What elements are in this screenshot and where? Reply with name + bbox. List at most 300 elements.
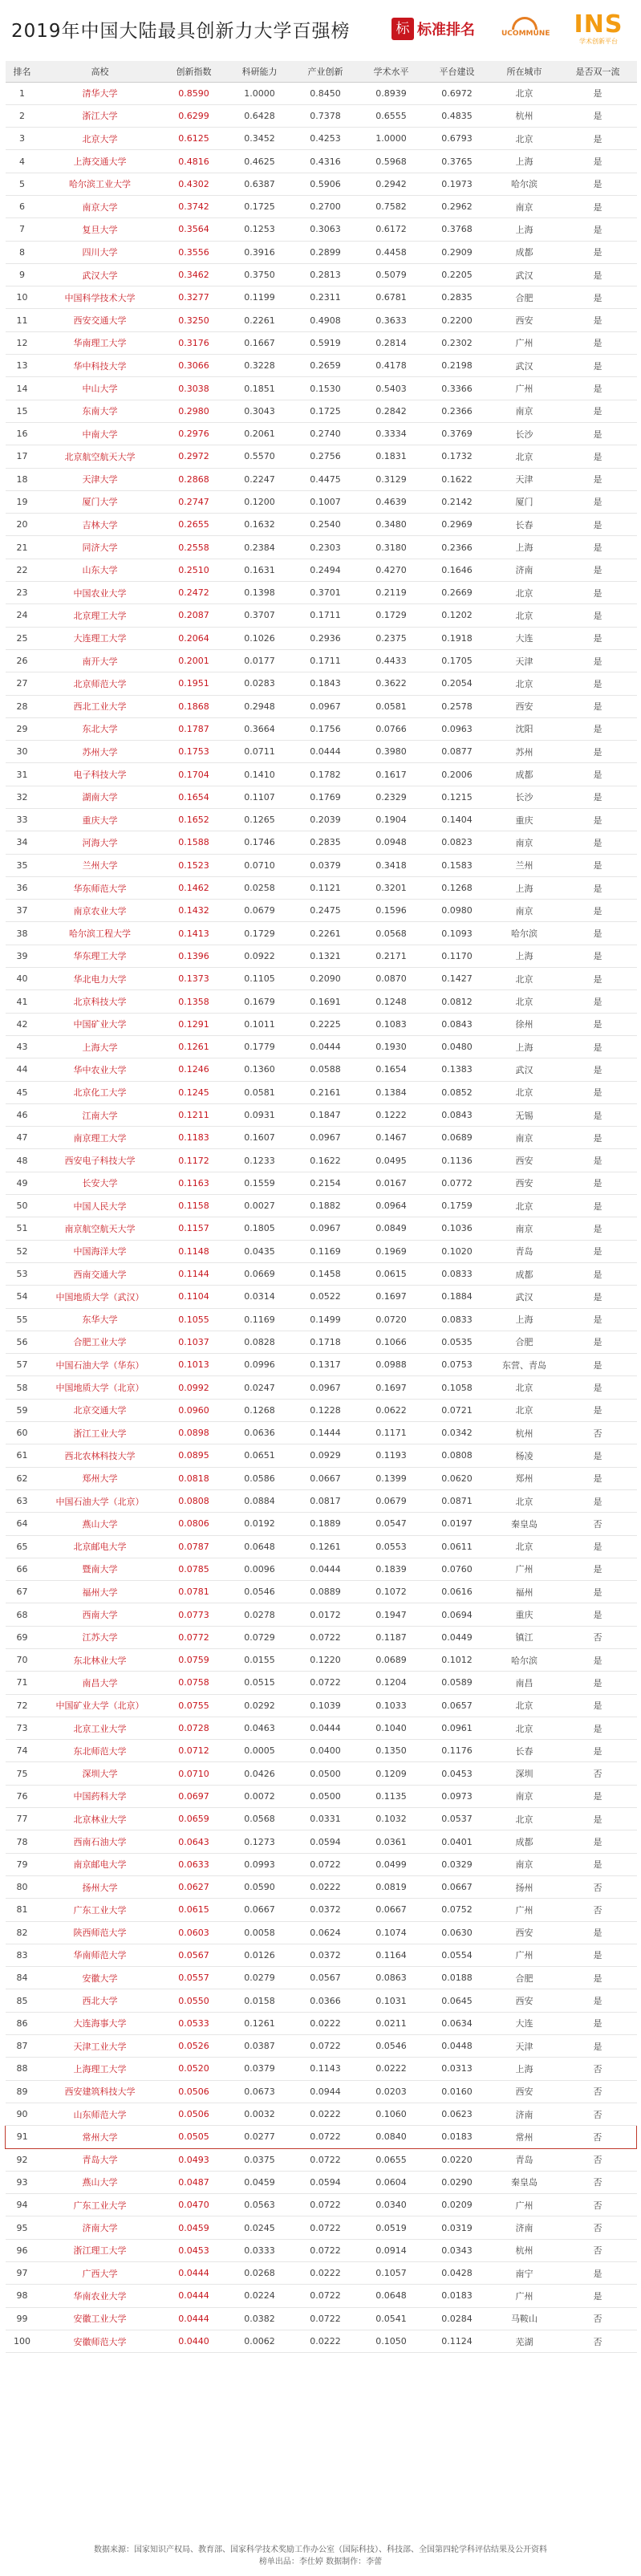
cell-city: 徐州 xyxy=(490,1013,559,1035)
cell-academic: 0.0568 xyxy=(359,922,424,945)
cell-industry: 0.1711 xyxy=(293,604,359,627)
cell-name: 燕山大学 xyxy=(39,1513,161,1535)
cell-name: 济南大学 xyxy=(39,2216,161,2239)
cell-double-first: 是 xyxy=(559,1354,637,1376)
cell-rank: 89 xyxy=(6,2080,39,2103)
cell-research: 0.6428 xyxy=(227,104,293,127)
column-header-research: 科研能力 xyxy=(227,61,293,82)
cell-rank: 8 xyxy=(6,241,39,263)
cell-city: 成都 xyxy=(490,241,559,263)
cell-platform: 0.0480 xyxy=(424,1035,490,1058)
cell-double-first: 是 xyxy=(559,717,637,740)
cell-research: 0.1632 xyxy=(227,514,293,536)
cell-platform: 0.2962 xyxy=(424,195,490,217)
cell-double-first: 是 xyxy=(559,672,637,695)
cell-academic: 0.0655 xyxy=(359,2148,424,2171)
table-row xyxy=(6,968,637,990)
cell-rank: 4 xyxy=(6,150,39,173)
cell-academic: 0.0988 xyxy=(359,1354,424,1376)
cell-rank: 22 xyxy=(6,559,39,581)
cell-index: 0.0440 xyxy=(161,2330,227,2352)
cell-industry: 0.1499 xyxy=(293,1308,359,1331)
cell-double-first: 是 xyxy=(559,945,637,967)
cell-index: 0.3038 xyxy=(161,377,227,400)
cell-name: 东南大学 xyxy=(39,400,161,422)
cell-double-first: 是 xyxy=(559,1013,637,1035)
table-header xyxy=(6,61,637,82)
cell-name: 中国矿业大学（北京） xyxy=(39,1694,161,1717)
cell-platform: 0.0973 xyxy=(424,1785,490,1807)
table-row xyxy=(6,945,637,967)
cell-research: 0.0590 xyxy=(227,1875,293,1898)
cell-rank: 93 xyxy=(6,2171,39,2193)
cell-double-first: 是 xyxy=(559,400,637,422)
table-row xyxy=(6,1467,637,1489)
cell-industry: 0.2039 xyxy=(293,809,359,831)
cell-double-first: 是 xyxy=(559,355,637,377)
cell-name: 南京农业大学 xyxy=(39,900,161,922)
cell-rank: 26 xyxy=(6,649,39,672)
cell-index: 0.6299 xyxy=(161,104,227,127)
cell-research: 0.1169 xyxy=(227,1308,293,1331)
cell-research: 0.0032 xyxy=(227,2103,293,2125)
cell-industry: 0.0372 xyxy=(293,1944,359,1966)
cell-platform: 0.0448 xyxy=(424,2035,490,2058)
cell-double-first: 是 xyxy=(559,1035,637,1058)
cell-research: 0.0258 xyxy=(227,876,293,899)
cell-platform: 0.2302 xyxy=(424,331,490,354)
cell-city: 南京 xyxy=(490,1785,559,1807)
cell-name: 常州大学 xyxy=(39,2126,161,2148)
cell-industry: 0.1756 xyxy=(293,717,359,740)
cell-city: 广州 xyxy=(490,377,559,400)
cell-rank: 66 xyxy=(6,1558,39,1580)
cell-double-first: 是 xyxy=(559,604,637,627)
cell-academic: 0.0689 xyxy=(359,1648,424,1671)
table-row xyxy=(6,854,637,876)
cell-industry: 0.3701 xyxy=(293,582,359,604)
cell-double-first: 是 xyxy=(559,1172,637,1194)
cell-research: 0.0669 xyxy=(227,1262,293,1285)
cell-name: 华中农业大学 xyxy=(39,1058,161,1081)
cell-rank: 55 xyxy=(6,1308,39,1331)
cell-rank: 99 xyxy=(6,2307,39,2330)
cell-industry: 0.1711 xyxy=(293,649,359,672)
cell-research: 0.0192 xyxy=(227,1513,293,1535)
cell-platform: 0.0319 xyxy=(424,2216,490,2239)
table-header-row xyxy=(6,61,637,82)
cell-double-first: 是 xyxy=(559,1944,637,1966)
cell-platform: 0.1583 xyxy=(424,854,490,876)
cell-rank: 43 xyxy=(6,1035,39,1058)
ranking-logo-mark: 标 xyxy=(391,18,414,40)
table-row xyxy=(6,2262,637,2285)
cell-index: 0.0444 xyxy=(161,2262,227,2285)
cell-index: 0.1787 xyxy=(161,717,227,740)
cell-academic: 0.0819 xyxy=(359,1875,424,1898)
cell-double-first: 是 xyxy=(559,876,637,899)
cell-industry: 0.0222 xyxy=(293,2103,359,2125)
cell-name: 华南师范大学 xyxy=(39,1944,161,1966)
cell-name: 兰州大学 xyxy=(39,854,161,876)
cell-name: 北京理工大学 xyxy=(39,604,161,627)
cell-platform: 0.2909 xyxy=(424,241,490,263)
column-header-city: 所在城市 xyxy=(490,61,559,82)
cell-name: 广东工业大学 xyxy=(39,2194,161,2216)
cell-name: 哈尔滨工业大学 xyxy=(39,173,161,195)
cell-city: 南京 xyxy=(490,900,559,922)
cell-double-first: 是 xyxy=(559,1558,637,1580)
table-row xyxy=(6,672,637,695)
table-row xyxy=(6,1127,637,1149)
cell-research: 0.4625 xyxy=(227,150,293,173)
cell-industry: 0.1691 xyxy=(293,990,359,1013)
cell-research: 0.0463 xyxy=(227,1717,293,1739)
cell-platform: 0.1705 xyxy=(424,649,490,672)
cell-city: 成都 xyxy=(490,1262,559,1285)
table-row xyxy=(6,2126,637,2148)
cell-double-first: 是 xyxy=(559,2262,637,2285)
cell-city: 西安 xyxy=(490,695,559,717)
cell-rank: 94 xyxy=(6,2194,39,2216)
cell-research: 0.0277 xyxy=(227,2126,293,2148)
cell-research: 0.0387 xyxy=(227,2035,293,2058)
cell-name: 北京化工大学 xyxy=(39,1081,161,1103)
cell-double-first: 是 xyxy=(559,1217,637,1240)
cell-platform: 0.2578 xyxy=(424,695,490,717)
footer-credits: 榜单出品：李仕婷 数据制作：李蕾 xyxy=(258,2558,383,2566)
cell-name: 南京邮电大学 xyxy=(39,1853,161,1875)
cell-research: 0.1805 xyxy=(227,1217,293,1240)
cell-double-first: 是 xyxy=(559,1489,637,1512)
cell-industry: 0.0444 xyxy=(293,1035,359,1058)
cell-platform: 0.0843 xyxy=(424,1013,490,1035)
cell-double-first: 是 xyxy=(559,582,637,604)
table-row xyxy=(6,400,637,422)
cell-academic: 0.2842 xyxy=(359,400,424,422)
cell-name: 长安大学 xyxy=(39,1172,161,1194)
cell-city: 南京 xyxy=(490,1127,559,1149)
cell-double-first: 是 xyxy=(559,1331,637,1353)
cell-name: 天津大学 xyxy=(39,468,161,490)
table-row xyxy=(6,355,637,377)
cell-name: 山东大学 xyxy=(39,559,161,581)
table-row xyxy=(6,922,637,945)
cell-city: 扬州 xyxy=(490,1875,559,1898)
cell-index: 0.2001 xyxy=(161,649,227,672)
cell-research: 0.2247 xyxy=(227,468,293,490)
cell-index: 0.1261 xyxy=(161,1035,227,1058)
cell-name: 东华大学 xyxy=(39,1308,161,1331)
cell-name: 北京大学 xyxy=(39,128,161,150)
cell-city: 重庆 xyxy=(490,809,559,831)
cell-academic: 0.5403 xyxy=(359,377,424,400)
table-row xyxy=(6,331,637,354)
cell-city: 福州 xyxy=(490,1581,559,1603)
page-footer xyxy=(0,2544,641,2568)
cell-platform: 0.1622 xyxy=(424,468,490,490)
cell-industry: 0.1228 xyxy=(293,1399,359,1421)
cell-research: 0.0648 xyxy=(227,1535,293,1558)
cell-research: 0.0651 xyxy=(227,1444,293,1467)
cell-name: 郑州大学 xyxy=(39,1467,161,1489)
cell-platform: 0.2969 xyxy=(424,514,490,536)
cell-city: 成都 xyxy=(490,763,559,786)
cell-double-first: 是 xyxy=(559,649,637,672)
cell-academic: 0.0648 xyxy=(359,2285,424,2307)
cell-index: 0.0697 xyxy=(161,1785,227,1807)
cell-name: 广西大学 xyxy=(39,2262,161,2285)
cell-index: 0.0643 xyxy=(161,1830,227,1853)
cell-double-first: 否 xyxy=(559,2080,637,2103)
cell-rank: 50 xyxy=(6,1195,39,1217)
cell-city: 武汉 xyxy=(490,355,559,377)
ucommune-logo-mark xyxy=(512,17,538,30)
cell-double-first: 否 xyxy=(559,2216,637,2239)
cell-industry: 0.1261 xyxy=(293,1535,359,1558)
cell-name: 西北农林科技大学 xyxy=(39,1444,161,1467)
cell-platform: 0.0667 xyxy=(424,1875,490,1898)
cell-academic: 0.1040 xyxy=(359,1717,424,1739)
table-row xyxy=(6,1172,637,1194)
cell-name: 中国科学技术大学 xyxy=(39,286,161,309)
cell-research: 0.0382 xyxy=(227,2307,293,2330)
cell-rank: 75 xyxy=(6,1762,39,1785)
cell-industry: 0.1843 xyxy=(293,672,359,695)
cell-double-first: 是 xyxy=(559,1785,637,1807)
cell-research: 0.0711 xyxy=(227,741,293,763)
cell-academic: 0.0948 xyxy=(359,831,424,854)
cell-research: 0.0568 xyxy=(227,1808,293,1830)
cell-industry: 0.0722 xyxy=(293,2285,359,2307)
cell-industry: 0.1882 xyxy=(293,1195,359,1217)
cell-research: 0.2061 xyxy=(227,422,293,445)
cell-city: 北京 xyxy=(490,1694,559,1717)
cell-city: 北京 xyxy=(490,990,559,1013)
cell-research: 0.1273 xyxy=(227,1830,293,1853)
cell-name: 西北工业大学 xyxy=(39,695,161,717)
cell-platform: 0.0342 xyxy=(424,1422,490,1444)
cell-research: 0.0072 xyxy=(227,1785,293,1807)
cell-double-first: 是 xyxy=(559,1286,637,1308)
cell-name: 大连海事大学 xyxy=(39,2012,161,2034)
cell-rank: 38 xyxy=(6,922,39,945)
cell-research: 0.0546 xyxy=(227,1581,293,1603)
cell-city: 南宁 xyxy=(490,2262,559,2285)
cell-city: 西安 xyxy=(490,1989,559,2012)
cell-research: 0.3228 xyxy=(227,355,293,377)
cell-academic: 0.0211 xyxy=(359,2012,424,2034)
cell-industry: 0.0444 xyxy=(293,741,359,763)
cell-index: 0.0781 xyxy=(161,1581,227,1603)
cell-index: 0.0787 xyxy=(161,1535,227,1558)
cell-research: 0.0679 xyxy=(227,900,293,922)
cell-industry: 0.2659 xyxy=(293,355,359,377)
cell-research: 0.0058 xyxy=(227,1921,293,1944)
cell-academic: 0.1060 xyxy=(359,2103,424,2125)
cell-city: 北京 xyxy=(490,445,559,468)
table-row xyxy=(6,695,637,717)
cell-research: 0.0278 xyxy=(227,1603,293,1626)
cell-double-first: 是 xyxy=(559,1058,637,1081)
cell-index: 0.0772 xyxy=(161,1626,227,1648)
cell-rank: 74 xyxy=(6,1740,39,1762)
cell-rank: 69 xyxy=(6,1626,39,1648)
cell-academic: 0.2119 xyxy=(359,582,424,604)
cell-academic: 0.1209 xyxy=(359,1762,424,1785)
cell-industry: 0.3063 xyxy=(293,218,359,241)
cell-name: 东北林业大学 xyxy=(39,1648,161,1671)
table-row xyxy=(6,559,637,581)
cell-industry: 0.0594 xyxy=(293,1830,359,1853)
cell-academic: 0.1904 xyxy=(359,809,424,831)
cell-platform: 0.0428 xyxy=(424,2262,490,2285)
cell-academic: 0.7582 xyxy=(359,195,424,217)
cell-double-first: 是 xyxy=(559,1808,637,1830)
cell-academic: 0.4458 xyxy=(359,241,424,263)
table-row xyxy=(6,1035,637,1058)
table-row xyxy=(6,1354,637,1376)
cell-rank: 15 xyxy=(6,400,39,422)
cell-city: 北京 xyxy=(490,968,559,990)
table-row xyxy=(6,649,637,672)
cell-rank: 3 xyxy=(6,128,39,150)
cell-double-first: 否 xyxy=(559,2307,637,2330)
cell-double-first: 否 xyxy=(559,1422,637,1444)
cell-name: 深圳大学 xyxy=(39,1762,161,1785)
cell-name: 南京航空航天大学 xyxy=(39,1217,161,1240)
cell-rank: 9 xyxy=(6,263,39,286)
cell-double-first: 是 xyxy=(559,128,637,150)
cell-academic: 0.1204 xyxy=(359,1672,424,1694)
table-row xyxy=(6,1899,637,1921)
cell-research: 0.0563 xyxy=(227,2194,293,2216)
cell-index: 0.1158 xyxy=(161,1195,227,1217)
cell-academic: 0.3633 xyxy=(359,309,424,331)
table-row xyxy=(6,1740,637,1762)
cell-academic: 1.0000 xyxy=(359,128,424,150)
cell-research: 0.0996 xyxy=(227,1354,293,1376)
cell-index: 0.1462 xyxy=(161,876,227,899)
cell-city: 广州 xyxy=(490,2194,559,2216)
cell-industry: 0.4316 xyxy=(293,150,359,173)
cell-academic: 0.3180 xyxy=(359,536,424,559)
cell-industry: 0.2936 xyxy=(293,627,359,649)
cell-academic: 0.1596 xyxy=(359,900,424,922)
table-row xyxy=(6,128,637,150)
table-row xyxy=(6,445,637,468)
cell-name: 北京邮电大学 xyxy=(39,1535,161,1558)
cell-index: 0.0470 xyxy=(161,2194,227,2216)
cell-city: 北京 xyxy=(490,1376,559,1399)
cell-double-first: 是 xyxy=(559,468,637,490)
cell-platform: 0.2205 xyxy=(424,263,490,286)
cell-industry: 0.5906 xyxy=(293,173,359,195)
cell-industry: 0.0967 xyxy=(293,1217,359,1240)
cell-academic: 0.0222 xyxy=(359,2058,424,2080)
cell-research: 0.1631 xyxy=(227,559,293,581)
cell-research: 0.0884 xyxy=(227,1489,293,1512)
table-row xyxy=(6,1967,637,1989)
cell-rank: 44 xyxy=(6,1058,39,1081)
cell-industry: 0.0400 xyxy=(293,1740,359,1762)
cell-academic: 0.0914 xyxy=(359,2239,424,2261)
table-row xyxy=(6,1081,637,1103)
cell-name: 北京师范大学 xyxy=(39,672,161,695)
cell-industry: 0.0944 xyxy=(293,2080,359,2103)
table-row xyxy=(6,2285,637,2307)
cell-platform: 0.0220 xyxy=(424,2148,490,2171)
cell-city: 常州 xyxy=(490,2126,559,2148)
cell-city: 北京 xyxy=(490,1717,559,1739)
table-row xyxy=(6,2148,637,2171)
cell-city: 杭州 xyxy=(490,104,559,127)
cell-name: 西南大学 xyxy=(39,1603,161,1626)
ins-logo-subtitle: 学术创新平台 xyxy=(579,38,618,45)
table-row xyxy=(6,1921,637,1944)
cell-research: 0.0158 xyxy=(227,1989,293,2012)
table-row xyxy=(6,1672,637,1694)
cell-research: 0.0283 xyxy=(227,672,293,695)
cell-double-first: 是 xyxy=(559,1694,637,1717)
cell-research: 0.0027 xyxy=(227,1195,293,1217)
cell-rank: 42 xyxy=(6,1013,39,1035)
cell-rank: 91 xyxy=(6,2126,39,2148)
cell-rank: 70 xyxy=(6,1648,39,1671)
cell-double-first: 是 xyxy=(559,900,637,922)
cell-index: 0.0487 xyxy=(161,2171,227,2193)
cell-rank: 1 xyxy=(6,82,39,104)
cell-double-first: 是 xyxy=(559,422,637,445)
cell-name: 上海交通大学 xyxy=(39,150,161,173)
cell-industry: 0.0222 xyxy=(293,2262,359,2285)
cell-industry: 0.1039 xyxy=(293,1694,359,1717)
cell-platform: 0.6793 xyxy=(424,128,490,150)
cell-name: 东北师范大学 xyxy=(39,1740,161,1762)
cell-name: 西安电子科技大学 xyxy=(39,1149,161,1172)
cell-index: 0.1868 xyxy=(161,695,227,717)
cell-city: 西安 xyxy=(490,1172,559,1194)
cell-industry: 0.0722 xyxy=(293,1626,359,1648)
cell-double-first: 是 xyxy=(559,1672,637,1694)
column-header-index: 创新指数 xyxy=(161,61,227,82)
cell-rank: 80 xyxy=(6,1875,39,1898)
cell-name: 吉林大学 xyxy=(39,514,161,536)
cell-city: 郑州 xyxy=(490,1467,559,1489)
cell-city: 北京 xyxy=(490,1808,559,1830)
cell-rank: 87 xyxy=(6,2035,39,2058)
cell-research: 0.3664 xyxy=(227,717,293,740)
table-row xyxy=(6,1489,637,1512)
cell-double-first: 是 xyxy=(559,218,637,241)
cell-rank: 27 xyxy=(6,672,39,695)
cell-city: 哈尔滨 xyxy=(490,922,559,945)
cell-double-first: 是 xyxy=(559,2012,637,2034)
cell-academic: 0.0553 xyxy=(359,1535,424,1558)
cell-rank: 77 xyxy=(6,1808,39,1830)
cell-name: 浙江大学 xyxy=(39,104,161,127)
cell-index: 0.1951 xyxy=(161,672,227,695)
cell-rank: 95 xyxy=(6,2216,39,2239)
table-row xyxy=(6,1694,637,1717)
cell-industry: 0.0522 xyxy=(293,1286,359,1308)
table-row xyxy=(6,2035,637,2058)
cell-research: 0.0426 xyxy=(227,1762,293,1785)
cell-city: 上海 xyxy=(490,2058,559,2080)
cell-name: 西北大学 xyxy=(39,1989,161,2012)
cell-name: 电子科技大学 xyxy=(39,763,161,786)
cell-name: 华北电力大学 xyxy=(39,968,161,990)
